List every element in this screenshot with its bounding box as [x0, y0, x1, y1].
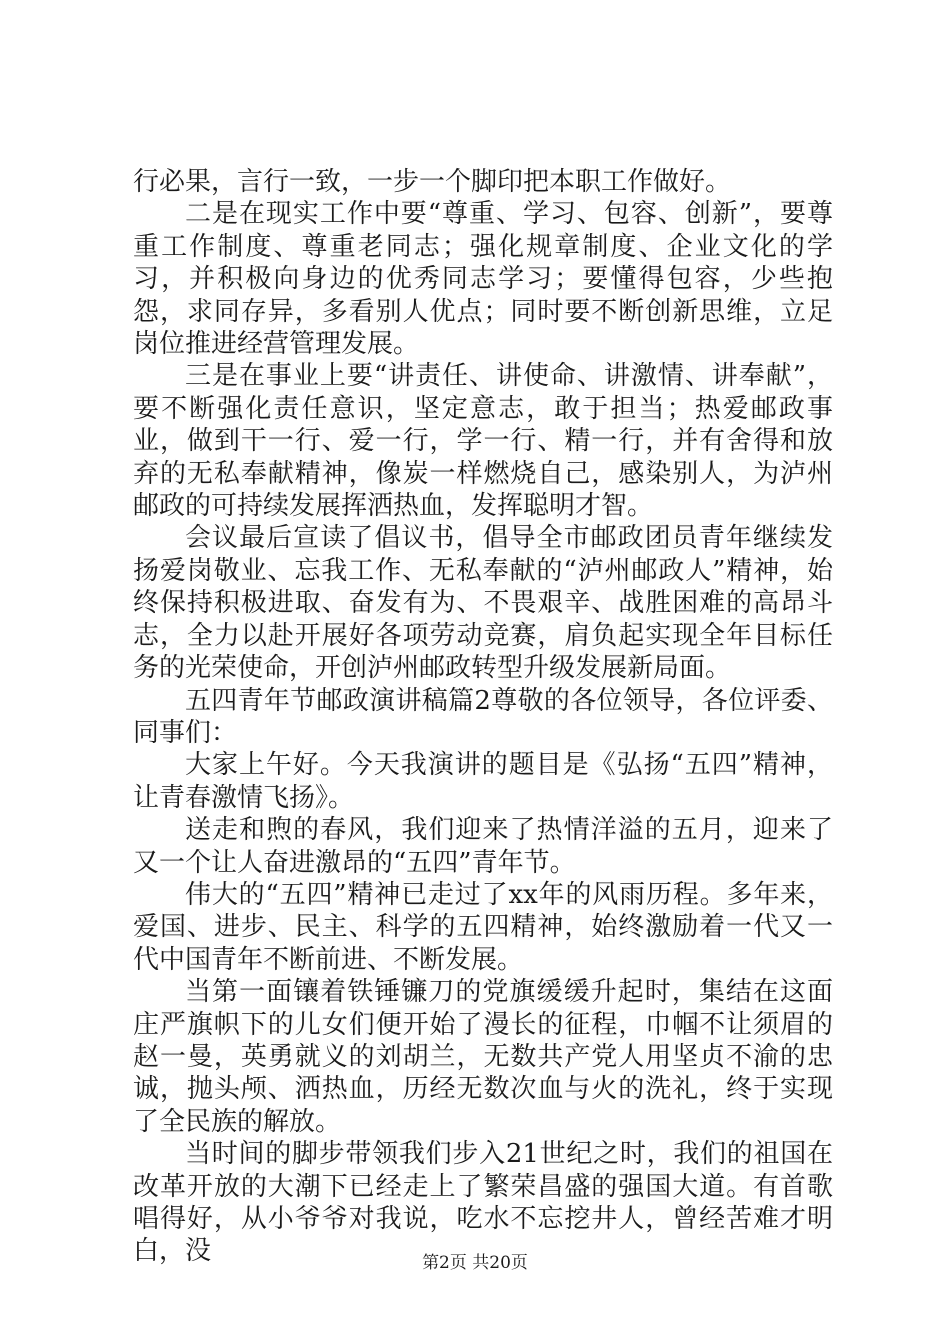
paragraph-8: 伟大的“五四”精神已走过了xx年的风雨历程。多年来，爱国、进步、民主、科学的五四精神，始终激励着一代又一代中国青年不断前进、不断发展。 — [133, 879, 833, 975]
page-number-footer: 第2页 共20页 — [422, 1253, 528, 1273]
paragraph-9: 当第一面镶着铁锤镰刀的党旗缓缓升起时，集结在这面庄严旗帜下的儿女们便开始了漫长的征程，巾帼不让须眉的赵一曼，英勇就义的刘胡兰，无数共产党人用坚贞不渝的忠诚，抛头颅、洒热血，历经无数次血与火的洗礼，终于实现了全民族的解放。 — [133, 977, 833, 1137]
paragraph-2: 二是在现实工作中要“尊重、学习、包容、创新”，要尊重工作制度、尊重老同志；强化规章制度、企业文化的学习，并积极向身边的优秀同志学习；要懂得包容，少些抱怨，求同存异，多看别人优点；同时要不断创新思维，立足岗位推进经营管理发展。 — [133, 199, 833, 360]
paragraph-4: 会议最后宣读了倡议书，倡导全市邮政团员青年继续发扬爱岗敬业、忘我工作、无私奉献的“泸州邮政人”精神，始终保持积极进取、奋发有为、不畏艰辛、战胜困难的高昂斗志，全力以赴开展好各项劳动竞赛，肩负起实现全年目标任务的光荣使命，开创泸州邮政转型升级发展新局面。 — [133, 523, 833, 684]
paragraph-7: 送走和煦的春风，我们迎来了热情洋溢的五月，迎来了又一个让人奋进激昂的“五四”青年节。 — [133, 815, 833, 878]
paragraph-6: 大家上午好。今天我演讲的题目是《弘扬“五四”精神，让青春激情飞扬》。 — [133, 750, 833, 813]
paragraph-5-speech-heading: 五四青年节邮政演讲稿篇2尊敬的各位领导，各位评委、同事们： — [133, 685, 833, 748]
paragraph-1: 行必果，言行一致，一步一个脚印把本职工作做好。 — [133, 167, 732, 197]
paragraph-3: 三是在事业上要“讲责任、讲使命、讲激情、讲奉献”，要不断强化责任意识，坚定意志，敢于担当；热爱邮政事业，做到干一行、爱一行，学一行、精一行，并有舍得和放弃的无私奉献精神，像炭一样燃烧自己，感染别人，为泸州邮政的可持续发展挥洒热血，发挥聪明才智。 — [133, 361, 833, 522]
document-body — [133, 166, 833, 1268]
paragraph-10: 当时间的脚步带领我们步入21世纪之时，我们的祖国在改革开放的大潮下已经走上了繁荣昌盛的强国大道。有首歌唱得好，从小爷爷对我说，吃水不忘挖井人，曾经苦难才明白，没 — [133, 1139, 833, 1267]
